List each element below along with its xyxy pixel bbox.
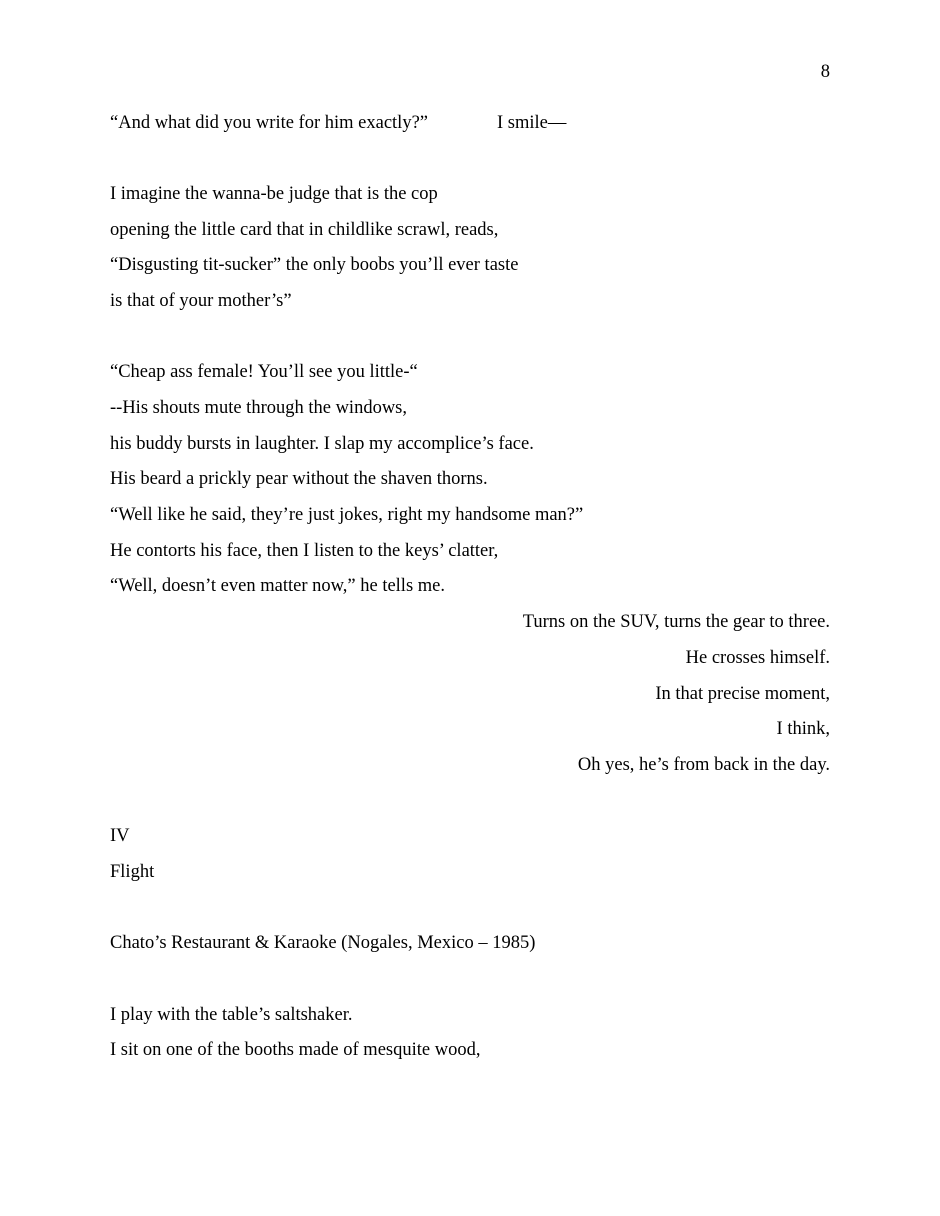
poem-line: Flight — [110, 861, 155, 882]
poem-line: opening the little card that in childlike scrawl, reads, — [110, 219, 499, 240]
poem-line: He contorts his face, then I listen to the keys’ clatter, — [110, 540, 499, 561]
poem-line-segment: “And what did you write for him exactly?” — [110, 112, 428, 133]
poem-body — [110, 106, 830, 1070]
poem-line: His beard a prickly pear without the shaven thorns. — [110, 469, 488, 490]
poem-line: Oh yes, he’s from back in the day. — [577, 754, 830, 775]
page-number: 8 — [820, 62, 830, 82]
poem-line: “Disgusting tit-sucker” the only boobs you’ll ever taste — [110, 255, 519, 276]
blank-line — [110, 962, 830, 998]
blank-line — [110, 784, 830, 820]
poem-line: Chato’s Restaurant & Karaoke (Nogales, Mexico – 1985) — [110, 933, 536, 954]
poem-line: IV — [110, 826, 130, 847]
poem-line: “Well, doesn’t even matter now,” he tells me. — [110, 576, 445, 597]
poem-line — [110, 106, 830, 142]
poem-line: He crosses himself. — [685, 647, 830, 668]
poem-line: I think, — [776, 719, 830, 740]
poem-line: Turns on the SUV, turns the gear to three. — [522, 612, 830, 633]
poem-line: In that precise moment, — [655, 683, 830, 704]
poem-line: I sit on one of the booths made of mesquite wood, — [110, 1040, 481, 1061]
poem-line: --His shouts mute through the windows, — [110, 398, 408, 418]
poem-line: I imagine the wanna-be judge that is the cop — [110, 183, 438, 204]
poem-line: I play with the table’s saltshaker. — [110, 1004, 353, 1025]
blank-line — [110, 320, 830, 356]
poem-line: “Well like he said, they’re just jokes, right my handsome man?” — [110, 505, 584, 526]
poem-line: is that of your mother’s” — [110, 290, 292, 311]
poem-line: “Cheap ass female! You’ll see you little-“ — [110, 362, 418, 383]
poem-line: his buddy bursts in laughter. I slap my accomplice’s face. — [110, 433, 534, 454]
blank-line — [110, 141, 830, 177]
blank-line — [110, 891, 830, 927]
poem-line-segment: I smile— — [497, 112, 567, 133]
